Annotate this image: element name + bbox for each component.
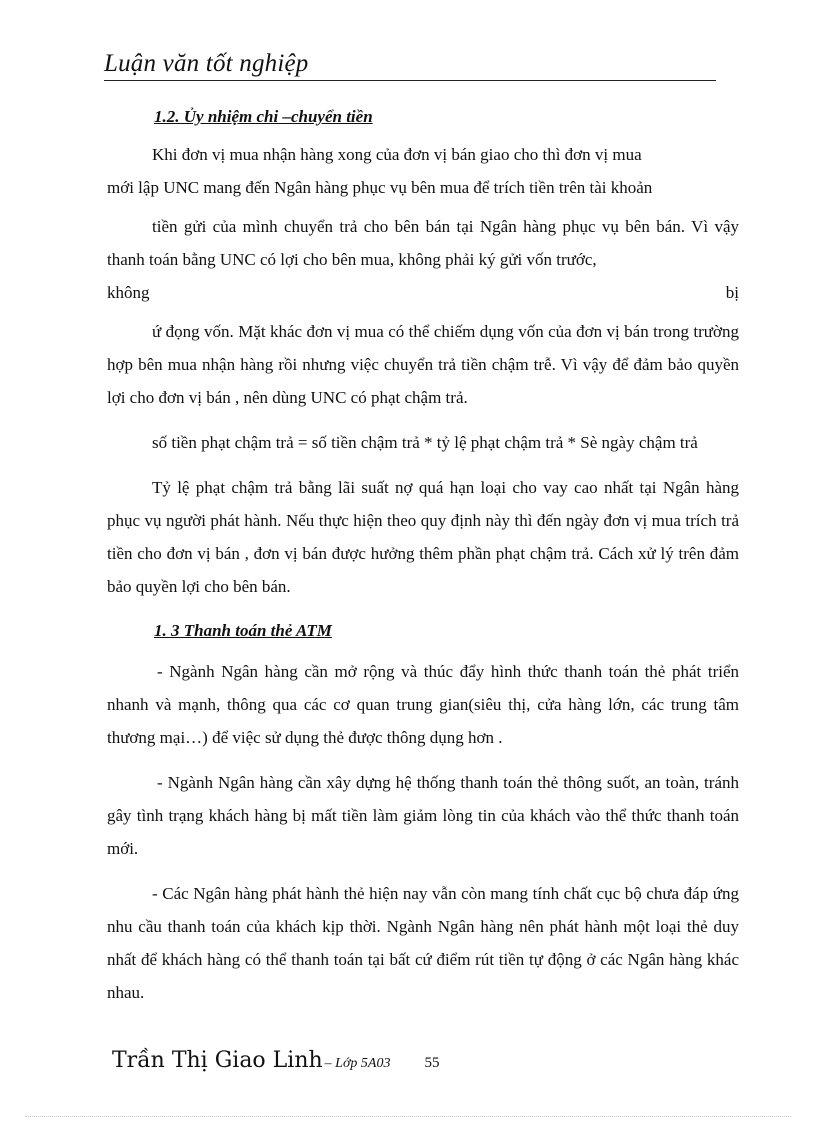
paragraph-1-line-2: mới lập UNC mang đến Ngân hàng phục vụ bên mua để trích tiền trên tài khoản	[107, 178, 653, 197]
author-class: – Lớp 5A03	[324, 1056, 391, 1071]
paragraph-2-last-line	[107, 276, 739, 309]
page-header	[104, 50, 716, 81]
paragraph-2-last-word-right: bị	[725, 283, 739, 302]
header-title: Luận văn tốt nghiệp	[104, 50, 309, 77]
paragraph-2-last-word-left: không	[107, 283, 150, 302]
bullet-1: - Ngành Ngân hàng cần mở rộng và thúc đẩy hình thức thanh toán thẻ phát triển nhanh và mạnh, thông qua các cơ quan trung gian(siêu thị, cửa hàng lớn, các trung tâm thương mại…) để việc sử dụng thẻ được thông dụng hơn .	[107, 662, 739, 747]
document-body	[107, 103, 739, 1009]
paragraph-1-line-1: Khi đơn vị mua nhận hàng xong của đơn vị bán giao cho thì đơn vị mua	[152, 145, 642, 164]
paragraph-formula: số tiền phạt chậm trả = số tiền chậm trả * tỷ lệ phạt chậm trả * Sè ngày chậm trả	[152, 433, 698, 452]
paragraph-2: tiền gửi của mình chuyển trả cho bên bán tại Ngân hàng phục vụ bên bán. Vì vậy thanh toán bằng UNC có lợi cho bên mua, không phải ký gửi vốn trước,	[107, 217, 739, 269]
section-heading-1-3: 1. 3 Thanh toán thẻ ATM	[154, 621, 332, 640]
bullet-2: - Ngành Ngân hàng cần xây dựng hệ thống thanh toán thẻ thông suốt, an toàn, tránh gây tình trạng khách hàng bị mất tiền làm giảm lòng tin của khách vào thể thức thanh toán mới.	[107, 773, 739, 858]
paragraph-5: Tỷ lệ phạt chậm trả bằng lãi suất nợ quá hạn loại cho vay cao nhất tại Ngân hàng phục vụ người phát hành. Nếu thực hiện theo quy định này thì đến ngày đơn vị mua trích trả tiền cho đơn vị bán , đơn vị bán được hưởng thêm phần phạt chậm trả. Cách xử lý trên đảm bảo quyền lợi cho bên bán.	[107, 478, 739, 596]
section-heading-1-2: 1.2. Ủy nhiệm chi –chuyển tiền	[154, 107, 373, 126]
bullet-3: - Các Ngân hàng phát hành thẻ hiện nay vẫn còn mang tính chất cục bộ chưa đáp ứng nhu cầu thanh toán của khách kịp thời. Ngành Ngân hàng nên phát hành một loại thẻ duy nhất để khách hàng có thể thanh toán tại bất cứ điểm rút tiền tự động ở các Ngân hàng khác nhau.	[107, 884, 739, 1002]
page-number: 55	[424, 1055, 440, 1071]
bottom-divider	[25, 1116, 791, 1117]
page-footer	[112, 1048, 439, 1073]
paragraph-3: ứ đọng vốn. Mặt khác đơn vị mua có thể chiếm dụng vốn của đơn vị bán trong trường hợp bên mua nhận hàng rồi nhưng việc chuyển trả tiền chậm trễ. Vì vậy để đảm bảo quyền lợi cho đơn vị bán , nên dùng UNC có phạt chậm trả.	[107, 322, 739, 407]
author-name: Trần Thị Giao Linh	[112, 1048, 323, 1073]
